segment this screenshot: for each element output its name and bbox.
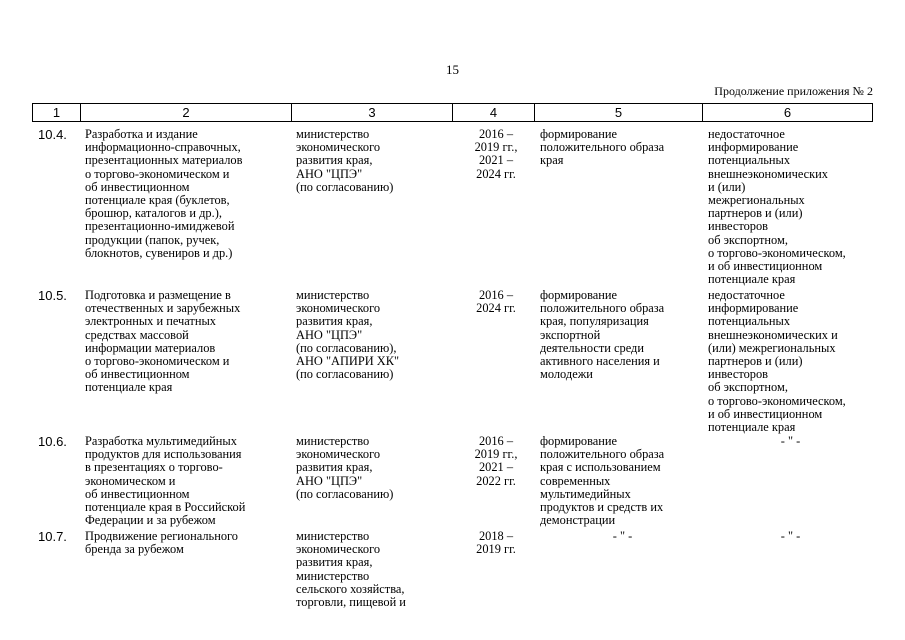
period-text: 2018 – 2019 гг. xyxy=(476,529,516,557)
executor-text: министерство экономического развития края, АНО "ЦПЭ" (по согласованию) xyxy=(296,434,394,501)
activity-text: Подготовка и размещение в отечественных и зарубежных электронных и печатных средствах массовой информации материалов о торгово-экономическом и об инвестиционном потенциале края xyxy=(85,288,241,395)
consequence-text: недостаточное информирование потенциальных внешнеэкономических и (или) межрегиональных партнеров и (или) инвесторов об экспортном, о торгово-экономическом, и об инвестиционном потенциале края xyxy=(708,288,846,435)
result-ditto-mark: - " - xyxy=(612,529,633,543)
executor-text: министерство экономического развития края, АНО "ЦПЭ" (по согласованию) xyxy=(296,127,394,194)
row-number: 10.6. xyxy=(38,434,67,449)
row-number: 10.7. xyxy=(38,529,67,544)
result-text: формирование положительного образа края с использованием современных мультимедийных продуктов и средств их демонстрации xyxy=(540,434,665,528)
column-header-6: 6 xyxy=(703,104,873,122)
result-text: формирование положительного образа края xyxy=(540,127,665,168)
page-number: 15 xyxy=(446,62,459,77)
row-number: 10.5. xyxy=(38,288,67,303)
column-header-2: 2 xyxy=(81,104,292,122)
activity-text: Разработка мультимедийных продуктов для использования в презентациях о торгово- экономическом и об инвестиционном потенциале края в Российской Федерации и за рубежом xyxy=(85,434,246,528)
consequence-ditto-mark: - " - xyxy=(780,434,801,448)
column-header-1: 1 xyxy=(33,104,81,122)
continuation-note: Продолжение приложения № 2 xyxy=(714,84,873,98)
executor-text: министерство экономического развития края, АНО "ЦПЭ" (по согласованию), АНО "АПИРИ ХК" (по согласованию) xyxy=(296,288,400,382)
activity-text: Продвижение регионального бренда за рубежом xyxy=(85,529,238,557)
result-text: формирование положительного образа края, популяризация экспортной деятельности среди активного населения и молодежи xyxy=(540,288,665,382)
column-number-header xyxy=(32,103,873,122)
consequence-text: недостаточное информирование потенциальных внешнеэкономических и (или) межрегиональных партнеров и (или) инвесторов об экспортном, о торгово-экономическом, и об инвестиционном потенциале края xyxy=(708,127,846,287)
period-text: 2016 – 2024 гг. xyxy=(476,288,516,316)
column-header-5: 5 xyxy=(535,104,703,122)
period-text: 2016 – 2019 гг., 2021 – 2022 гг. xyxy=(474,434,518,488)
column-header-4: 4 xyxy=(453,104,535,122)
executor-text: министерство экономического развития края, министерство сельского хозяйства, торговли, пищевой и xyxy=(296,529,406,610)
row-number: 10.4. xyxy=(38,127,67,142)
column-header-3: 3 xyxy=(292,104,453,122)
consequence-ditto-mark: - " - xyxy=(780,529,801,543)
period-text: 2016 – 2019 гг., 2021 – 2024 гг. xyxy=(474,127,518,181)
activity-text: Разработка и издание информационно-справочных, презентационных материалов о торгово-экономическом и об инвестиционном потенциале края (буклетов, брошюр, каталогов и др.), презентационно-имиджевой продукции (папок, ручек, блокнотов, сувениров и др.) xyxy=(85,127,243,260)
